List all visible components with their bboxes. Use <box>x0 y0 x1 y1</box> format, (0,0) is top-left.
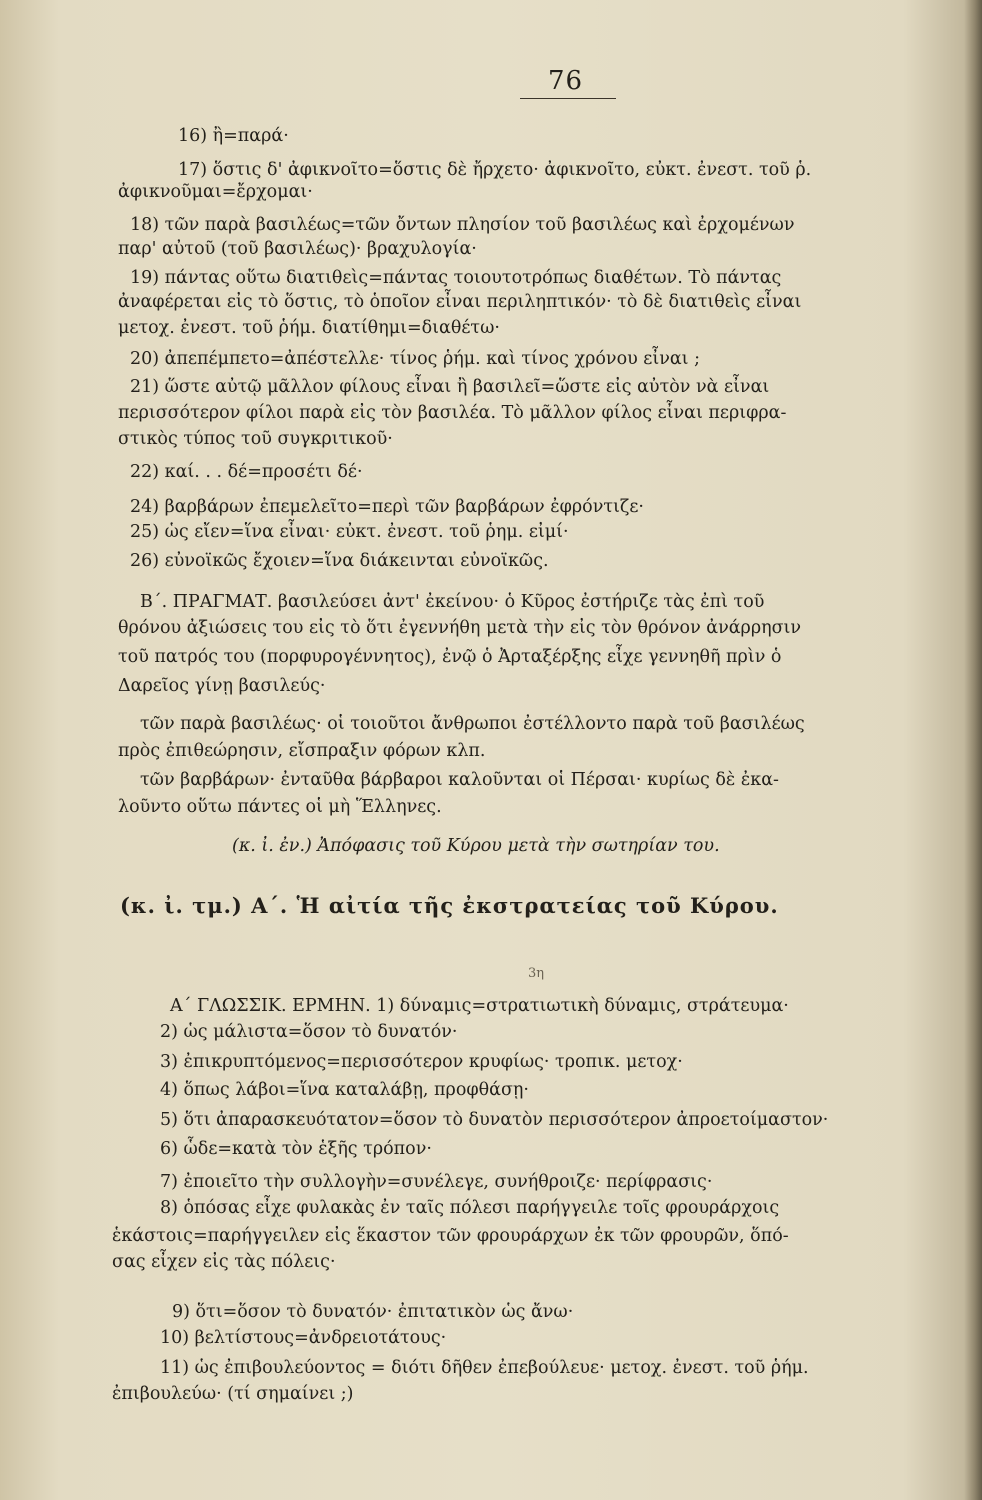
gloss-line: 2) ὡς μάλιστα=ὅσον τὸ δυνατόν· <box>160 1022 458 1042</box>
note-line: Δαρεῖος γίνῃ βασιλεύς· <box>118 676 326 696</box>
gloss-line: 3) ἐπικρυπτόμενος=περισσότερον κρυφίως· τροπικ. μετοχ· <box>160 1052 683 1072</box>
gloss-line: 5) ὅτι ἀπαρασκευότατον=ὅσον τὸ δυνατὸν περισσότερον ἀπροετοίμαστον· <box>160 1110 829 1130</box>
note-line: 17) ὅστις δ' ἀφικνοῖτο=ὅστις δὲ ἤρχετο· ἀφικνοῖτο, εὐκτ. ἐνεστ. τοῦ ῥ. <box>178 160 812 180</box>
gloss-line: 8) ὁπόσας εἶχε φυλακὰς ἐν ταῖς πόλεσι παρήγγειλε τοῖς φρουράρχοις <box>160 1198 780 1218</box>
note-line: 26) εὐνοϊκῶς ἔχοιεν=ἵνα διάκεινται εὐνοϊκῶς. <box>130 551 549 571</box>
note-line: 25) ὡς εἴεν=ἵνα εἶναι· εὐκτ. ἐνεστ. τοῦ ῥημ. εἰμί· <box>130 522 569 542</box>
section-caption: (κ. ἰ. ἐν.) Ἀπόφασις τοῦ Κύρου μετὰ τὴν σωτηρίαν του. <box>232 836 720 856</box>
note-line: 16) ἢ=παρά· <box>178 126 289 146</box>
note-line: τῶν βαρβάρων· ἐνταῦθα βάρβαροι καλοῦνται οἱ Πέρσαι· κυρίως δὲ ἐκα- <box>140 770 779 790</box>
note-line: 24) βαρβάρων ἐπεμελεῖτο=περὶ τῶν βαρβάρων ἐφρόντιζε· <box>130 497 644 517</box>
note-line: 19) πάντας οὕτω διατιθεὶς=πάντας τοιουτοτρόπως διαθέτων. Τὸ πάντας <box>130 268 782 288</box>
note-line: μετοχ. ἐνεστ. τοῦ ῥήμ. διατίθημι=διαθέτω· <box>118 318 500 338</box>
gloss-line: 6) ὧδε=κατὰ τὸν ἑξῆς τρόπον· <box>160 1139 432 1159</box>
section-marker: 3η <box>528 966 545 981</box>
note-line: Β΄. ΠΡΑΓΜΑΤ. βασιλεύσει ἀντ' ἐκείνου· ὁ Κῦρος ἐστήριζε τὰς ἐπὶ τοῦ <box>140 592 765 612</box>
gloss-line: Α΄ ΓΛΩΣΣΙΚ. ΕΡΜΗΝ. 1) δύναμις=στρατιωτικὴ δύναμις, στράτευμα· <box>170 996 789 1016</box>
gloss-line: 9) ὅτι=ὅσον τὸ δυνατόν· ἐπιτατικὸν ὡς ἄνω· <box>172 1302 574 1322</box>
page-number: 76 <box>548 66 584 96</box>
note-line: ἀναφέρεται εἰς τὸ ὅστις, τὸ ὁποῖον εἶναι περιληπτικόν· τὸ δὲ διατιθεὶς εἶναι <box>118 292 802 312</box>
note-line: πρὸς ἐπιθεώρησιν, εἴσπραξιν φόρων κλπ. <box>118 741 486 761</box>
page-number-rule <box>520 98 616 99</box>
gloss-line: 10) βελτίστους=ἀνδρειοτάτους· <box>160 1328 447 1348</box>
note-line: 21) ὥστε αὐτῷ μᾶλλον φίλους εἶναι ἢ βασιλεῖ=ὥστε εἰς αὐτὸν νὰ εἶναι <box>130 377 770 397</box>
gloss-line: 11) ὡς ἐπιβουλεύοντος = διότι δῆθεν ἐπεβούλευε· μετοχ. ἐνεστ. τοῦ ῥήμ. <box>160 1358 809 1378</box>
note-line: περισσότερον φίλοι παρὰ εἰς τὸν βασιλέα. Τὸ μᾶλλον φίλος εἶναι περιφρα- <box>118 403 787 423</box>
note-line: θρόνου ἀξιώσεις του εἰς τὸ ὅτι ἐγεννήθη μετὰ τὴν εἰς τὸν θρόνον ἀνάρρησιν <box>118 618 802 638</box>
note-line: 18) τῶν παρὰ βασιλέως=τῶν ὄντων πλησίον τοῦ βασιλέως καὶ ἐρχομένων <box>130 215 795 235</box>
note-line: ἀφικνοῦμαι=ἔρχομαι· <box>118 182 313 202</box>
gloss-line: 7) ἐποιεῖτο τὴν συλλογὴν=συνέλεγε, συνήθροιζε· περίφρασις· <box>160 1172 713 1192</box>
section-heading: (κ. ἰ. τμ.) Α΄. Ἡ αἰτία τῆς ἐκστρατείας τοῦ Κύρου. <box>120 893 779 918</box>
gloss-line: 4) ὅπως λάβοι=ἵνα καταλάβῃ, προφθάσῃ· <box>160 1080 529 1100</box>
gloss-line: σας εἶχεν εἰς τὰς πόλεις· <box>112 1252 336 1272</box>
gloss-line: ἑκάστοις=παρήγγειλεν εἰς ἕκαστον τῶν φρουράρχων ἐκ τῶν φρουρῶν, ὅπό- <box>112 1226 789 1246</box>
note-line: λοῦντο οὕτω πάντες οἱ μὴ Ἕλληνες. <box>118 797 442 817</box>
note-line: τῶν παρὰ βασιλέως· οἱ τοιοῦτοι ἄνθρωποι ἐστέλλοντο παρὰ τοῦ βασιλέως <box>140 714 805 734</box>
note-line: 22) καί. . . δέ=προσέτι δέ· <box>130 462 363 482</box>
gloss-line: ἐπιβουλεύω· (τί σημαίνει ;) <box>112 1384 354 1404</box>
note-line: τοῦ πατρός του (πορφυρογέννητος), ἐνῷ ὁ Ἀρταξέρξης εἶχε γεννηθῆ πρὶν ὁ <box>118 647 782 667</box>
note-line: παρ' αὐτοῦ (τοῦ βασιλέως)· βραχυλογία· <box>118 239 477 259</box>
page-edge-shadow <box>964 0 982 1500</box>
note-line: στικὸς τύπος τοῦ συγκριτικοῦ· <box>118 429 393 449</box>
note-line: 20) ἀπεπέμπετο=ἀπέστελλε· τίνος ῥήμ. καὶ τίνος χρόνου εἶναι ; <box>130 349 701 369</box>
